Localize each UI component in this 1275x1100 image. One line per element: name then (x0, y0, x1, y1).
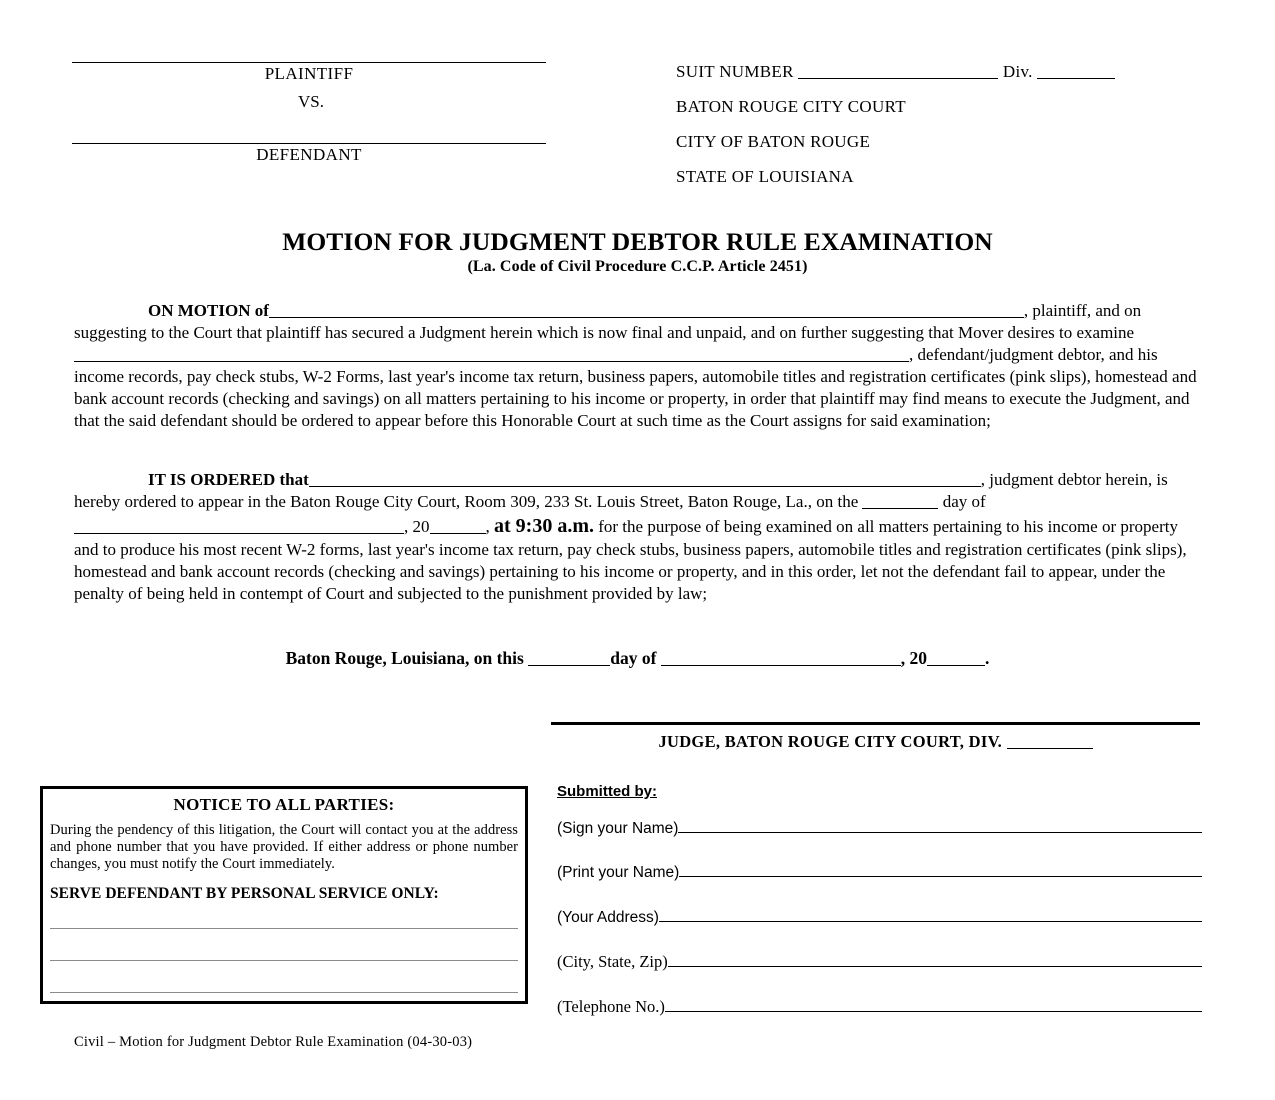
notice-box (40, 786, 528, 1004)
document-title: MOTION FOR JUDGMENT DEBTOR RULE EXAMINATION (282, 227, 993, 256)
signing-year-prefix: , 20 (900, 648, 928, 668)
judgment-debtor-name-blank[interactable] (309, 470, 981, 487)
signing-month-blank[interactable] (661, 649, 901, 666)
caption-spacer (72, 112, 546, 143)
hearing-time: at 9:30 a.m. (494, 515, 594, 538)
notice-serve-text: SERVE DEFENDANT BY PERSONAL SERVICE ONLY: (50, 885, 439, 903)
state-line: STATE OF LOUISIANA (676, 167, 854, 186)
field-telephone-no (557, 997, 1202, 1017)
signing-day-of-label: day of (610, 648, 657, 668)
notice-blank-lines (50, 928, 518, 993)
field-your-address (557, 907, 1202, 927)
div-label: Div. (1002, 62, 1033, 81)
signing-day-blank[interactable] (528, 649, 610, 666)
defendant-label: DEFENDANT (256, 145, 362, 164)
order-text-tail: for the purpose of being examined on all matters pertaining to his income or property and to produce his most recent W-2 forms, last year's income tax return, pay check stubs, business papers, automobile titles and registration certificates (pink slips), homestead and bank account records (checking and savings) pertaining to his income or property, and in this order, let not the defendant fail to appear, under the penalty of being held in contempt of Court and subjected to the punishment provided by law; (74, 517, 1187, 604)
examinee-name-blank[interactable] (74, 346, 909, 363)
versus-label: VS. (298, 92, 324, 111)
suit-number-blank[interactable] (798, 62, 998, 79)
mover-name-blank[interactable] (269, 301, 1024, 318)
appearance-month-blank[interactable] (74, 518, 404, 535)
submitted-by-block (557, 783, 1202, 1042)
on-motion-lead: ON MOTION of (148, 301, 269, 320)
caption-party-block (72, 62, 546, 165)
it-is-ordered-lead: IT IS ORDERED that (148, 470, 309, 489)
motion-text-2: , defendant/judgment debtor, and his income records, pay check stubs, W-2 Forms, last year's income tax return, business papers, automobile titles and registration certificates (pink slips), homestead and bank account records (checking and savings) on all matters pertaining to his income or property, in order that plaintiff may find means to execute the Judgment, and that the said defendant should be ordered to appear before this Honorable Court at such time as the Court assigns for said examination; (74, 345, 1197, 431)
signing-city-prefix: Baton Rouge, Louisiana, on this (285, 648, 524, 668)
order-paragraph: IT IS ORDERED that , judgment debtor herein, is hereby ordered to appear in the Baton Rouge City Court, Room 309, 233 St. Louis Street, Baton Rouge, La., on the day of , 20 , at 9:30 a.m. for the purpose of being examined on all matters pertaining to his income or property and to produce his most recent W-2 forms, last year's income tax return, pay check stubs, business papers, automobile titles and registration certificates (pink slips), homestead and bank account records (checking and savings) pertaining to his income or property, and in this order, let not the defendant fail to appear, under the penalty of being held in contempt of Court and subjected to the punishment provided by law; (74, 470, 1187, 604)
order-text-1: , judgment debtor herein, is hereby ordered to appear in the Baton Rouge City Court, Room 309, 233 St. Louis Street, Baton Rouge, La., on the (74, 470, 1168, 512)
field-sign-your-name (557, 818, 1202, 838)
judge-label-text: JUDGE, BATON ROUGE CITY COURT, DIV. (658, 732, 1003, 751)
title-block (0, 228, 1275, 276)
caption-court-block (676, 62, 1216, 187)
plaintiff-label: PLAINTIFF (264, 64, 354, 83)
notice-blank-line[interactable] (50, 960, 518, 961)
signing-date-line (0, 648, 1275, 669)
court-name-line: BATON ROUGE CITY COURT (676, 97, 906, 116)
order-year-prefix: , 20 (404, 517, 430, 537)
submitted-by-heading: Submitted by: (557, 783, 657, 800)
order-day-of-label: day of (942, 492, 986, 512)
div-blank[interactable] (1037, 62, 1115, 79)
field-label-city-state-zip: (City, State, Zip) (557, 951, 668, 971)
field-city-state-zip (557, 952, 1202, 972)
notice-blank-line[interactable] (50, 992, 518, 993)
signing-period: . (985, 648, 990, 668)
signing-year-blank[interactable] (927, 649, 985, 666)
notice-blank-line[interactable] (50, 928, 518, 929)
appearance-year-blank[interactable] (430, 518, 486, 535)
notice-body-text: During the pendency of this litigation, the Court will contact you at the address and phone number that you have provided. If either address or phone number changes, you must notify the Court immediately. (50, 822, 518, 872)
field-label-sign-name: (Sign your Name) (557, 819, 679, 837)
document-subtitle: (La. Code of Civil Procedure C.C.P. Article 2451) (467, 258, 808, 276)
notice-title: NOTICE TO ALL PARTIES: (173, 795, 395, 814)
field-label-telephone: (Telephone No.) (557, 996, 665, 1016)
field-input-sign-name[interactable] (678, 818, 1202, 833)
suit-number-row (676, 62, 1216, 82)
field-input-print-name[interactable] (679, 863, 1202, 878)
field-label-print-name: (Print your Name) (557, 864, 680, 882)
field-input-city-state-zip[interactable] (668, 952, 1202, 967)
field-input-address[interactable] (659, 907, 1202, 922)
suit-number-label: SUIT NUMBER (676, 62, 794, 81)
form-footer: Civil – Motion for Judgment Debtor Rule Examination (04-30-03) (74, 1034, 473, 1050)
motion-text-1: , plaintiff, and on suggesting to the Court that plaintiff has secured a Judgment herein which is now final and unpaid, and on further suggesting that Mover desires to examine (74, 301, 1142, 343)
judge-signature-label (551, 732, 1200, 752)
city-line: CITY OF BATON ROUGE (676, 132, 871, 151)
field-input-telephone[interactable] (665, 997, 1202, 1012)
motion-paragraph (74, 300, 1202, 433)
judge-div-blank[interactable] (1007, 733, 1093, 749)
field-print-your-name (557, 863, 1202, 883)
judge-signature-rule[interactable] (551, 722, 1200, 725)
field-label-address: (Your Address) (557, 908, 659, 926)
appearance-day-blank[interactable] (862, 492, 938, 509)
